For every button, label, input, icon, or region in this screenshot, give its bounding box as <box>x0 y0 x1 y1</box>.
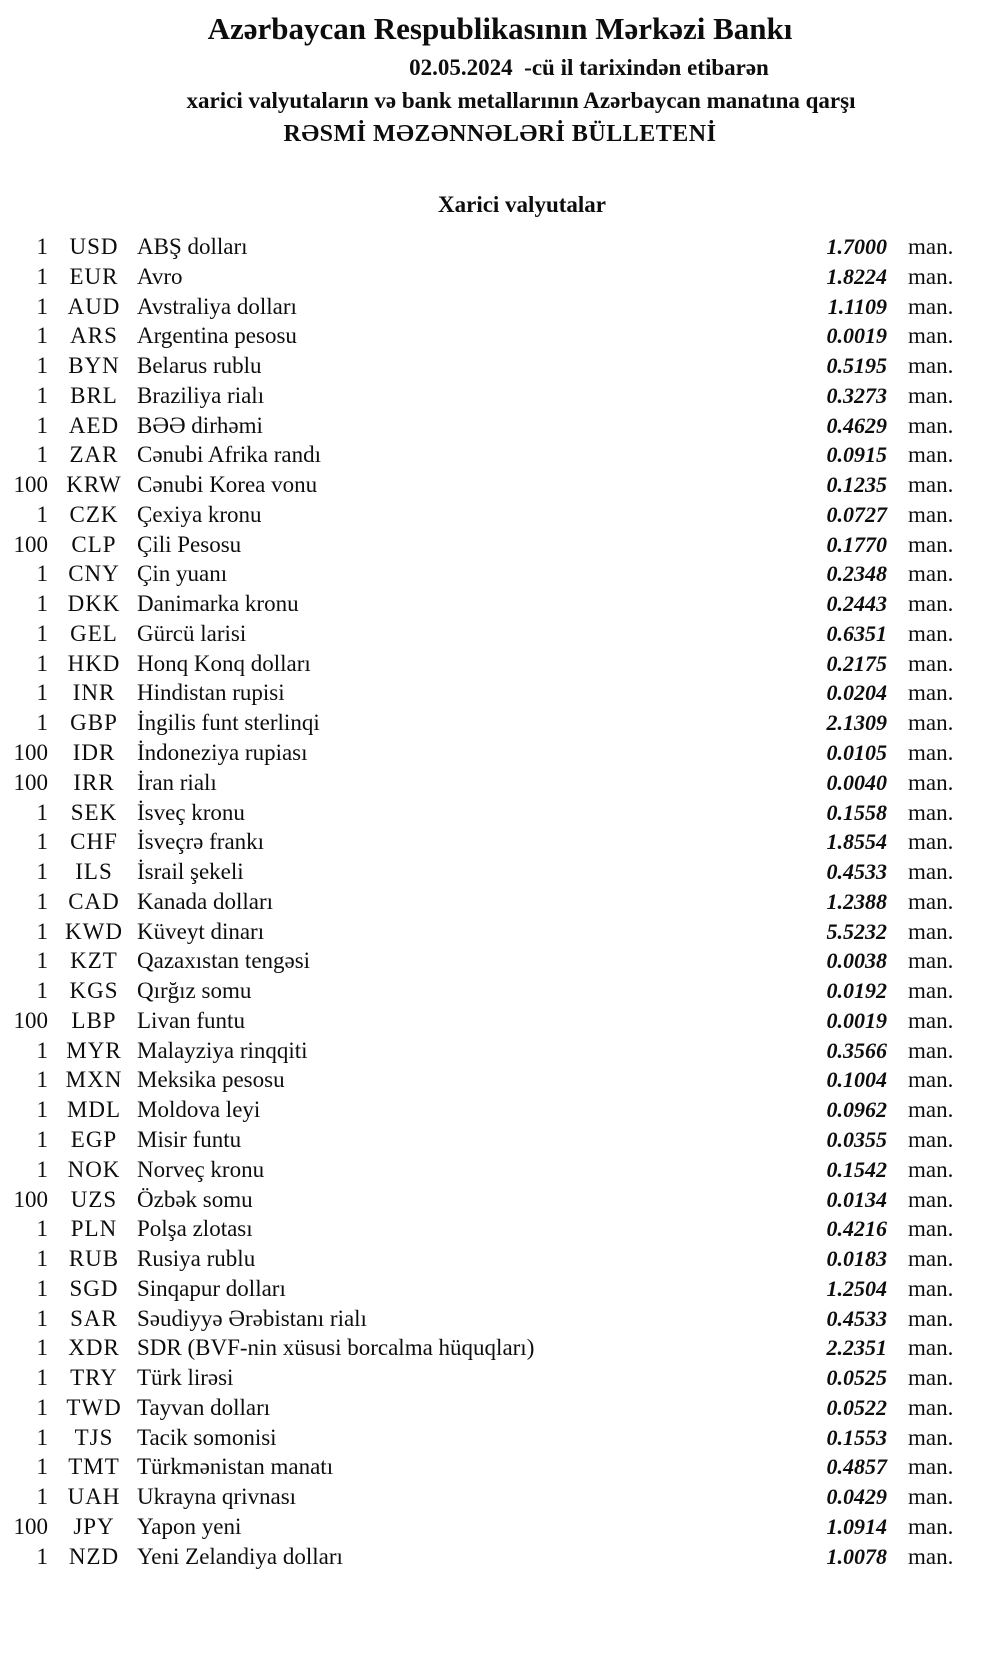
currency-code-cell: CZK <box>69 501 119 527</box>
quantity-cell: 1 <box>36 829 48 855</box>
quantity-cell: 1 <box>36 591 48 617</box>
table-row <box>0 857 1000 887</box>
rate-value-cell: 1.2388 <box>826 888 887 914</box>
currency-name-cell: Hindistan rupisi <box>137 680 285 706</box>
table-row <box>0 678 1000 708</box>
currency-code-cell: KRW <box>66 472 122 498</box>
quantity-cell: 1 <box>36 293 48 319</box>
currency-name-cell: Avro <box>137 263 183 289</box>
currency-code-cell: SAR <box>70 1305 118 1331</box>
unit-cell: man. <box>908 501 954 527</box>
quantity-cell: 1 <box>36 620 48 646</box>
currency-code-cell: LBP <box>71 1007 117 1033</box>
bulletin-subtitle-line2: RƏSMİ MƏZƏNNƏLƏRİ BÜLLETENİ <box>283 121 717 147</box>
unit-cell: man. <box>908 650 954 676</box>
quantity-cell: 1 <box>36 1305 48 1331</box>
quantity-cell: 1 <box>36 501 48 527</box>
currency-code-cell: KWD <box>65 918 123 944</box>
rate-value-cell: 0.0038 <box>826 948 887 974</box>
unit-cell: man. <box>908 472 954 498</box>
unit-cell: man. <box>908 1007 954 1033</box>
rate-value-cell: 0.1235 <box>826 472 887 498</box>
bank-title: Azərbaycan Respublikasının Mərkəzi Bankı <box>207 11 793 46</box>
rate-value-cell: 0.0134 <box>826 1186 887 1212</box>
currency-name-cell: Rusiya rublu <box>137 1246 256 1272</box>
currency-code-cell: IDR <box>72 740 116 766</box>
currency-name-cell: İran rialı <box>137 769 217 795</box>
rate-value-cell: 0.1542 <box>826 1156 887 1182</box>
bulletin-subtitle-line1: xarici valyutaların və bank metallarının Azərbaycan manatına qarşı <box>186 88 856 113</box>
currency-code-cell: TMT <box>68 1454 120 1480</box>
currency-name-cell: Kanada dolları <box>137 888 274 914</box>
currency-code-cell: GEL <box>70 620 118 646</box>
currency-code-cell: EGP <box>70 1126 118 1152</box>
currency-code-cell: INR <box>72 680 116 706</box>
table-row <box>0 1244 1000 1274</box>
currency-code-cell: SGD <box>69 1275 119 1301</box>
currency-code-cell: BYN <box>68 353 120 379</box>
rate-value-cell: 0.0727 <box>826 501 887 527</box>
currency-code-cell: TWD <box>66 1394 122 1420</box>
currency-name-cell: Qazaxıstan tengəsi <box>137 948 311 974</box>
quantity-cell: 100 <box>13 1513 48 1539</box>
unit-cell: man. <box>908 769 954 795</box>
quantity-cell: 1 <box>36 263 48 289</box>
table-row <box>0 1185 1000 1215</box>
quantity-cell: 1 <box>36 799 48 825</box>
rate-value-cell: 0.3566 <box>826 1037 887 1063</box>
unit-cell: man. <box>908 799 954 825</box>
currency-name-cell: Argentina pesosu <box>137 323 297 349</box>
quantity-cell: 1 <box>36 650 48 676</box>
table-row <box>0 1095 1000 1125</box>
rate-value-cell: 1.0078 <box>826 1543 887 1569</box>
table-row <box>0 1304 1000 1334</box>
table-row <box>0 768 1000 798</box>
table-row <box>0 1155 1000 1185</box>
quantity-cell: 1 <box>36 1037 48 1063</box>
currency-name-cell: Meksika pesosu <box>137 1067 285 1093</box>
rate-value-cell: 1.8554 <box>826 829 887 855</box>
rate-value-cell: 0.4533 <box>826 859 887 885</box>
quantity-cell: 1 <box>36 1067 48 1093</box>
table-row <box>0 1214 1000 1244</box>
unit-cell: man. <box>908 1543 954 1569</box>
unit-cell: man. <box>908 1275 954 1301</box>
unit-cell: man. <box>908 263 954 289</box>
currency-code-cell: KZT <box>70 948 118 974</box>
unit-cell: man. <box>908 561 954 587</box>
quantity-cell: 1 <box>36 918 48 944</box>
quantity-cell: 1 <box>36 1454 48 1480</box>
unit-cell: man. <box>908 1394 954 1420</box>
table-row <box>0 798 1000 828</box>
currency-name-cell: Ukrayna qrivnası <box>137 1484 297 1510</box>
unit-cell: man. <box>908 1484 954 1510</box>
quantity-cell: 1 <box>36 1246 48 1272</box>
currency-name-cell: Səudiyyə Ərəbistanı rialı <box>137 1305 367 1331</box>
currency-code-cell: RUB <box>68 1246 120 1272</box>
unit-cell: man. <box>908 382 954 408</box>
currency-name-cell: Gürcü larisi <box>137 620 247 646</box>
table-row <box>0 381 1000 411</box>
rate-value-cell: 0.4533 <box>826 1305 887 1331</box>
rate-value-cell: 1.2504 <box>826 1275 887 1301</box>
rate-value-cell: 1.7000 <box>826 234 887 259</box>
quantity-cell: 1 <box>36 353 48 379</box>
currency-code-cell: AUD <box>67 293 121 319</box>
unit-cell: man. <box>908 442 954 468</box>
currency-code-cell: IRR <box>73 769 115 795</box>
rate-value-cell: 0.0962 <box>826 1097 887 1123</box>
currency-name-cell: Yeni Zelandiya dolları <box>137 1543 343 1569</box>
unit-cell: man. <box>908 710 954 736</box>
rate-value-cell: 0.0019 <box>826 1007 887 1033</box>
quantity-cell: 1 <box>36 1335 48 1361</box>
currency-name-cell: Polşa zlotası <box>137 1216 253 1242</box>
rate-value-cell: 0.5195 <box>826 353 887 379</box>
currency-code-cell: NOK <box>67 1156 121 1182</box>
unit-cell: man. <box>908 1126 954 1152</box>
currency-code-cell: MYR <box>66 1037 122 1063</box>
unit-cell: man. <box>908 1424 954 1450</box>
unit-cell: man. <box>908 1246 954 1272</box>
currency-code-cell: CAD <box>68 888 120 914</box>
quantity-cell: 1 <box>36 1543 48 1569</box>
unit-cell: man. <box>908 412 954 438</box>
table-row <box>0 500 1000 530</box>
table-row <box>0 1542 1000 1572</box>
currency-name-cell: Misir funtu <box>137 1126 242 1152</box>
unit-cell: man. <box>908 888 954 914</box>
exchange-rates-table <box>0 232 1000 1571</box>
currency-code-cell: GBP <box>70 710 118 736</box>
currency-code-cell: HKD <box>67 650 121 676</box>
rate-value-cell: 5.5232 <box>826 918 887 944</box>
quantity-cell: 1 <box>36 1394 48 1420</box>
table-row <box>0 530 1000 560</box>
currency-code-cell: TJS <box>74 1424 114 1450</box>
table-row <box>0 411 1000 441</box>
unit-cell: man. <box>908 1156 954 1182</box>
quantity-cell: 1 <box>36 1424 48 1450</box>
table-row <box>0 649 1000 679</box>
unit-cell: man. <box>908 1513 954 1539</box>
table-row <box>0 1333 1000 1363</box>
currency-name-cell: İsveç kronu <box>137 799 245 825</box>
quantity-cell: 1 <box>36 323 48 349</box>
unit-cell: man. <box>908 1037 954 1063</box>
currency-name-cell: İndoneziya rupiası <box>137 740 308 766</box>
currency-code-cell: CNY <box>68 561 120 587</box>
unit-cell: man. <box>908 353 954 379</box>
currency-code-cell: UZS <box>70 1186 118 1212</box>
currency-code-cell: ILS <box>75 859 113 885</box>
rate-value-cell: 0.0429 <box>826 1484 887 1510</box>
unit-cell: man. <box>908 234 954 259</box>
rate-value-cell: 0.2348 <box>826 561 887 587</box>
unit-cell: man. <box>908 323 954 349</box>
unit-cell: man. <box>908 531 954 557</box>
table-row <box>0 827 1000 857</box>
quantity-cell: 1 <box>36 1216 48 1242</box>
currency-name-cell: Moldova leyi <box>137 1097 261 1123</box>
unit-cell: man. <box>908 918 954 944</box>
currency-name-cell: Braziliya rialı <box>137 382 265 408</box>
currency-name-cell: Küveyt dinarı <box>137 918 265 944</box>
quantity-cell: 1 <box>36 710 48 736</box>
table-row <box>0 976 1000 1006</box>
table-row <box>0 1274 1000 1304</box>
currency-name-cell: ABŞ dolları <box>137 234 248 259</box>
currency-code-cell: XDR <box>68 1335 120 1361</box>
rate-value-cell: 0.0019 <box>826 323 887 349</box>
quantity-cell: 1 <box>36 1484 48 1510</box>
table-row <box>0 262 1000 292</box>
currency-name-cell: İsrail şekeli <box>137 859 244 885</box>
currency-name-cell: Özbək somu <box>137 1186 253 1212</box>
currency-name-cell: Cənubi Korea vonu <box>137 472 318 498</box>
rate-value-cell: 0.0040 <box>826 769 887 795</box>
quantity-cell: 1 <box>36 561 48 587</box>
table-row <box>0 946 1000 976</box>
currency-name-cell: Tacik somonisi <box>137 1424 277 1450</box>
rate-value-cell: 2.1309 <box>826 710 887 736</box>
quantity-cell: 1 <box>36 978 48 1004</box>
rate-value-cell: 1.1109 <box>827 293 887 319</box>
table-row <box>0 1423 1000 1453</box>
quantity-cell: 100 <box>13 472 48 498</box>
table-row <box>0 738 1000 768</box>
rate-value-cell: 0.1558 <box>826 799 887 825</box>
table-row <box>0 887 1000 917</box>
quantity-cell: 1 <box>36 1126 48 1152</box>
rate-value-cell: 0.0192 <box>826 978 887 1004</box>
unit-cell: man. <box>908 293 954 319</box>
unit-cell: man. <box>908 591 954 617</box>
rate-value-cell: 0.6351 <box>826 620 887 646</box>
currency-code-cell: AED <box>68 412 120 438</box>
unit-cell: man. <box>908 740 954 766</box>
currency-name-cell: Qırğız somu <box>137 978 252 1004</box>
rate-value-cell: 0.0525 <box>826 1365 887 1391</box>
table-row <box>0 1036 1000 1066</box>
rate-value-cell: 1.8224 <box>826 263 887 289</box>
unit-cell: man. <box>908 1454 954 1480</box>
currency-name-cell: Çin yuanı <box>137 561 228 587</box>
currency-code-cell: EUR <box>69 263 119 289</box>
rate-value-cell: 0.0522 <box>826 1394 887 1420</box>
currency-name-cell: Malayziya rinqqiti <box>137 1037 308 1063</box>
unit-cell: man. <box>908 620 954 646</box>
table-row <box>0 917 1000 947</box>
table-row <box>0 589 1000 619</box>
table-row <box>0 440 1000 470</box>
table-row <box>0 321 1000 351</box>
quantity-cell: 1 <box>36 442 48 468</box>
currency-name-cell: Tayvan dolları <box>137 1394 271 1420</box>
currency-name-cell: Sinqapur dolları <box>137 1275 286 1301</box>
rate-value-cell: 0.1004 <box>826 1067 887 1093</box>
currency-name-cell: Honq Konq dolları <box>137 650 311 676</box>
currency-name-cell: Türk lirəsi <box>137 1365 234 1391</box>
currency-name-cell: Çexiya kronu <box>137 501 262 527</box>
unit-cell: man. <box>908 948 954 974</box>
currency-name-cell: İngilis funt sterlinqi <box>137 710 320 736</box>
table-row <box>0 1363 1000 1393</box>
table-row <box>0 470 1000 500</box>
quantity-cell: 100 <box>13 740 48 766</box>
unit-cell: man. <box>908 1305 954 1331</box>
unit-cell: man. <box>908 1097 954 1123</box>
quantity-cell: 100 <box>13 769 48 795</box>
quantity-cell: 1 <box>36 948 48 974</box>
currency-name-cell: Yapon yeni <box>137 1513 242 1539</box>
unit-cell: man. <box>908 978 954 1004</box>
rate-value-cell: 0.0105 <box>826 740 887 766</box>
currency-code-cell: ARS <box>70 323 118 349</box>
table-row <box>0 559 1000 589</box>
currency-code-cell: DKK <box>67 591 121 617</box>
quantity-cell: 100 <box>13 1186 48 1212</box>
rate-value-cell: 0.0183 <box>826 1246 887 1272</box>
currency-name-cell: BƏƏ dirhəmi <box>137 412 263 438</box>
rate-value-cell: 0.4857 <box>826 1454 887 1480</box>
table-row <box>0 1393 1000 1423</box>
currency-code-cell: BRL <box>70 382 118 408</box>
rate-value-cell: 0.4629 <box>826 412 887 438</box>
currency-name-cell: SDR (BVF-nin xüsusi borcalma hüquqları) <box>137 1335 535 1361</box>
currency-name-cell: Livan funtu <box>137 1007 245 1033</box>
rate-value-cell: 0.3273 <box>826 382 887 408</box>
table-row <box>0 1125 1000 1155</box>
rate-value-cell: 2.2351 <box>826 1335 887 1361</box>
unit-cell: man. <box>908 1365 954 1391</box>
effective-date-line: 02.05.2024 -cü il tarixindən etibarən <box>409 55 769 80</box>
currency-code-cell: JPY <box>73 1513 115 1539</box>
currency-code-cell: ZAR <box>69 442 119 468</box>
currency-name-cell: Cənubi Afrika randı <box>137 442 321 468</box>
currency-code-cell: TRY <box>70 1365 118 1391</box>
rate-value-cell: 1.0914 <box>826 1513 887 1539</box>
rate-value-cell: 0.2175 <box>826 650 887 676</box>
quantity-cell: 1 <box>36 234 48 259</box>
currency-name-cell: Belarus rublu <box>137 353 262 379</box>
quantity-cell: 100 <box>13 531 48 557</box>
quantity-cell: 1 <box>36 1156 48 1182</box>
table-row <box>0 1065 1000 1095</box>
currency-code-cell: MXN <box>65 1067 123 1093</box>
unit-cell: man. <box>908 1067 954 1093</box>
rate-value-cell: 0.0915 <box>826 442 887 468</box>
rate-value-cell: 0.4216 <box>826 1216 887 1242</box>
currency-code-cell: UAH <box>67 1484 121 1510</box>
table-row <box>0 232 1000 262</box>
rate-value-cell: 0.0204 <box>826 680 887 706</box>
currency-name-cell: Norveç kronu <box>137 1156 265 1182</box>
currency-code-cell: KGS <box>69 978 119 1004</box>
quantity-cell: 1 <box>36 859 48 885</box>
quantity-cell: 1 <box>36 680 48 706</box>
unit-cell: man. <box>908 829 954 855</box>
quantity-cell: 1 <box>36 412 48 438</box>
table-row <box>0 619 1000 649</box>
currency-code-cell: SEK <box>70 799 118 825</box>
unit-cell: man. <box>908 859 954 885</box>
quantity-cell: 1 <box>36 1097 48 1123</box>
rate-value-cell: 0.2443 <box>826 591 887 617</box>
unit-cell: man. <box>908 1216 954 1242</box>
rate-value-cell: 0.1553 <box>826 1424 887 1450</box>
unit-cell: man. <box>908 680 954 706</box>
table-row <box>0 292 1000 322</box>
currency-code-cell: NZD <box>68 1543 120 1569</box>
currency-code-cell: USD <box>69 234 119 259</box>
table-row <box>0 1006 1000 1036</box>
unit-cell: man. <box>908 1186 954 1212</box>
table-row <box>0 708 1000 738</box>
quantity-cell: 1 <box>36 888 48 914</box>
currency-name-cell: Türkmənistan manatı <box>137 1454 334 1480</box>
currency-code-cell: CLP <box>71 531 117 557</box>
currency-name-cell: Çili Pesosu <box>137 531 242 557</box>
quantity-cell: 1 <box>36 1275 48 1301</box>
section-title-foreign-currencies: Xarici valyutalar <box>438 192 606 217</box>
table-row <box>0 351 1000 381</box>
currency-code-cell: CHF <box>70 829 118 855</box>
currency-name-cell: Avstraliya dolları <box>137 293 297 319</box>
quantity-cell: 1 <box>36 1365 48 1391</box>
currency-name-cell: Danimarka kronu <box>137 591 299 617</box>
quantity-cell: 100 <box>13 1007 48 1033</box>
table-row <box>0 1512 1000 1542</box>
rate-value-cell: 0.1770 <box>826 531 887 557</box>
currency-code-cell: MDL <box>66 1097 122 1123</box>
currency-code-cell: PLN <box>70 1216 118 1242</box>
quantity-cell: 1 <box>36 382 48 408</box>
rate-value-cell: 0.0355 <box>826 1126 887 1152</box>
table-row <box>0 1452 1000 1482</box>
currency-name-cell: İsveçrə frankı <box>137 829 265 855</box>
unit-cell: man. <box>908 1335 954 1361</box>
table-row <box>0 1482 1000 1512</box>
